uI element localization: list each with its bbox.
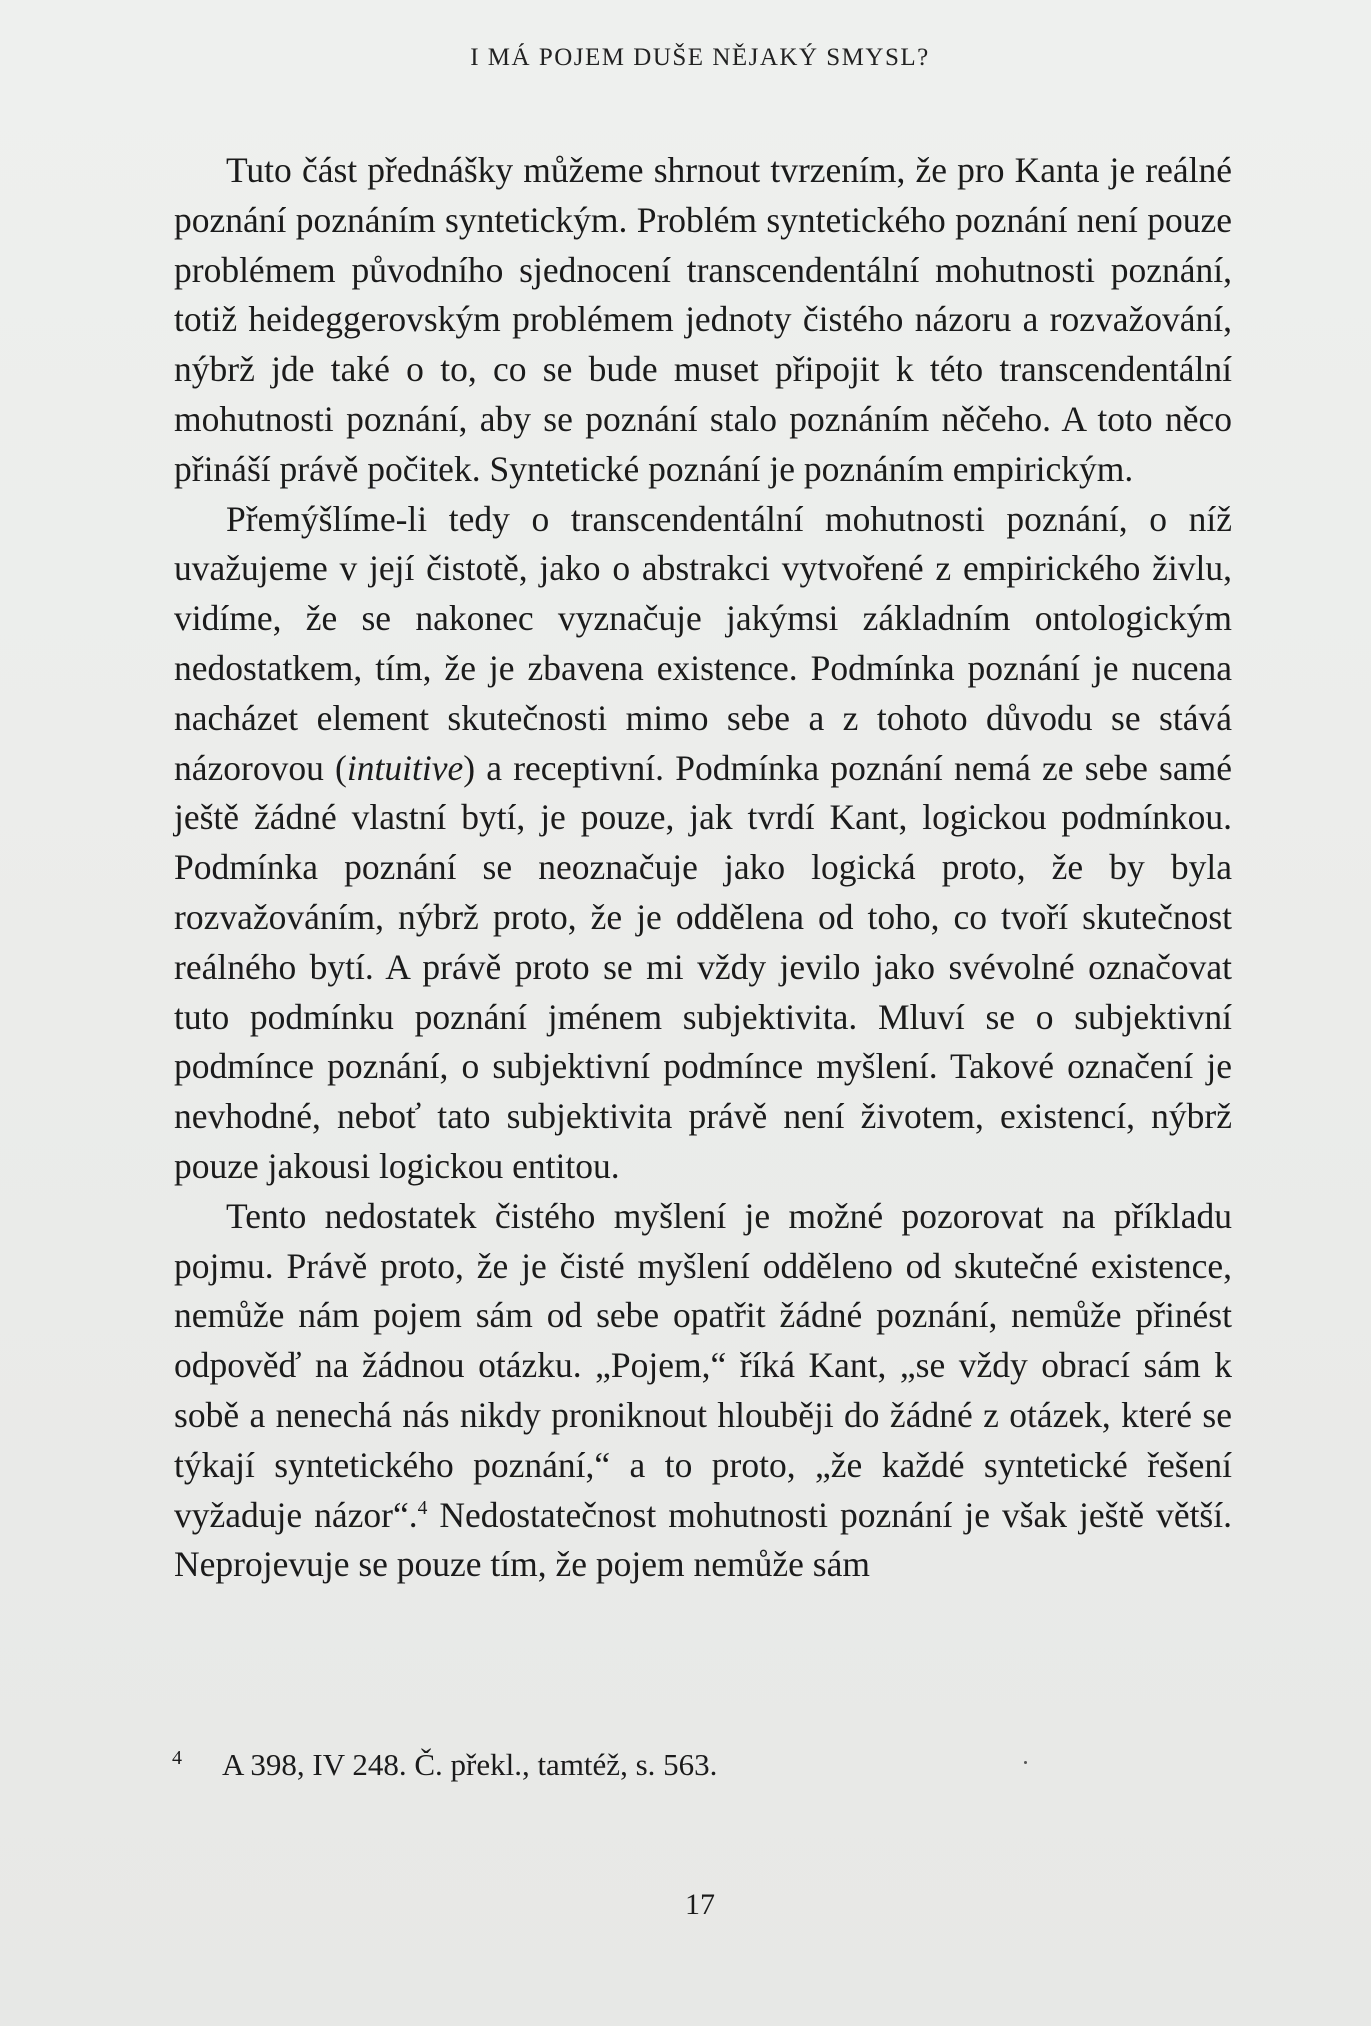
italic-term: intuitive bbox=[346, 747, 464, 788]
paragraph-3-text-b: Nedostatečnost mohutnosti poznání je však ještě větší. Neprojevuje se pouze tím, že pojem nemůže sám bbox=[174, 1494, 1232, 1585]
paragraph-2 bbox=[174, 495, 1232, 1192]
body-text bbox=[174, 146, 1232, 1590]
paper-speck bbox=[1024, 1761, 1027, 1764]
footnote-text: A 398, IV 248. Č. překl., tamtéž, s. 563. bbox=[222, 1747, 718, 1782]
footnote-reference[interactable]: 4 bbox=[417, 1497, 428, 1519]
page-number: 17 bbox=[685, 1888, 715, 1921]
footnote: 4 A 398, IV 248. Č. překl., tamtéž, s. 563. bbox=[172, 1746, 718, 1782]
paragraph-2-text-a: Přemýšlíme-li tedy o transcendentální mohutnosti poznání, o níž uvažujeme v její čistotě, jako o abstrakci vytvořené z empirického živlu, vidíme, že se nakonec vyznačuje jakýmsi základním ontologickým nedostatkem, tím, že je zbavena existence. Podmínka poznání je nucena nacházet element skutečnosti mimo sebe a z tohoto důvodu se stává názorovou ( bbox=[174, 498, 1232, 788]
paragraph-1: Tuto část přednášky můžeme shrnout tvrzením, že pro Kanta je reálné poznání poznáním syntetickým. Problém syntetického poznání není pouze problémem původního sjednocení transcendentální mohutnosti poznání, totiž heideggerovským problémem jednoty čistého názoru a rozvažování, nýbrž jde také o to, co se bude muset připojit k této transcendentální mohutnosti poznání, aby se poznání stalo poznáním něčeho. A toto něco přináší právě počitek. Syntetické poznání je poznáním empirickým. bbox=[174, 150, 1232, 489]
paragraph-3 bbox=[174, 1192, 1232, 1590]
running-header-title: I MÁ POJEM DUŠE NĚJAKÝ SMYSL? bbox=[470, 44, 930, 71]
paragraph-3-text-a: Tento nedostatek čistého myšlení je možné pozorovat na příkladu pojmu. Právě proto, že je čisté myšlení odděleno od skutečné existence, nemůže nám pojem sám od sebe opatřit žádné poznání, nemůže přinést odpověď na žádnou otázku. „Pojem,“ říká Kant, „se vždy obrací sám k sobě a nenechá nás nikdy proniknout hlouběji do žádné z otázek, které se týkají syntetického poznání,“ a to proto, „že každé syntetické řešení vyžaduje názor“. bbox=[174, 1195, 1232, 1535]
paragraph-2-text-b: ) a receptivní. Podmínka poznání nemá ze sebe samé ještě žádné vlastní bytí, je pouze, jak tvrdí Kant, logickou podmínkou. Podmínka poznání se neoznačuje jako logická proto, že by byla rozvažováním, nýbrž proto, že je oddělena od toho, co tvoří skutečnost reálného bytí. A právě proto se mi vždy jevilo jako svévolné označovat tuto podmínku poznání jménem subjektivita. Mluví se o subjektivní podmínce poznání, o subjektivní podmínce myšlení. Takové označení je nevhodné, neboť tato subjektivita právě není životem, existencí, nýbrž pouze jakousi logickou entitou. bbox=[174, 747, 1232, 1186]
